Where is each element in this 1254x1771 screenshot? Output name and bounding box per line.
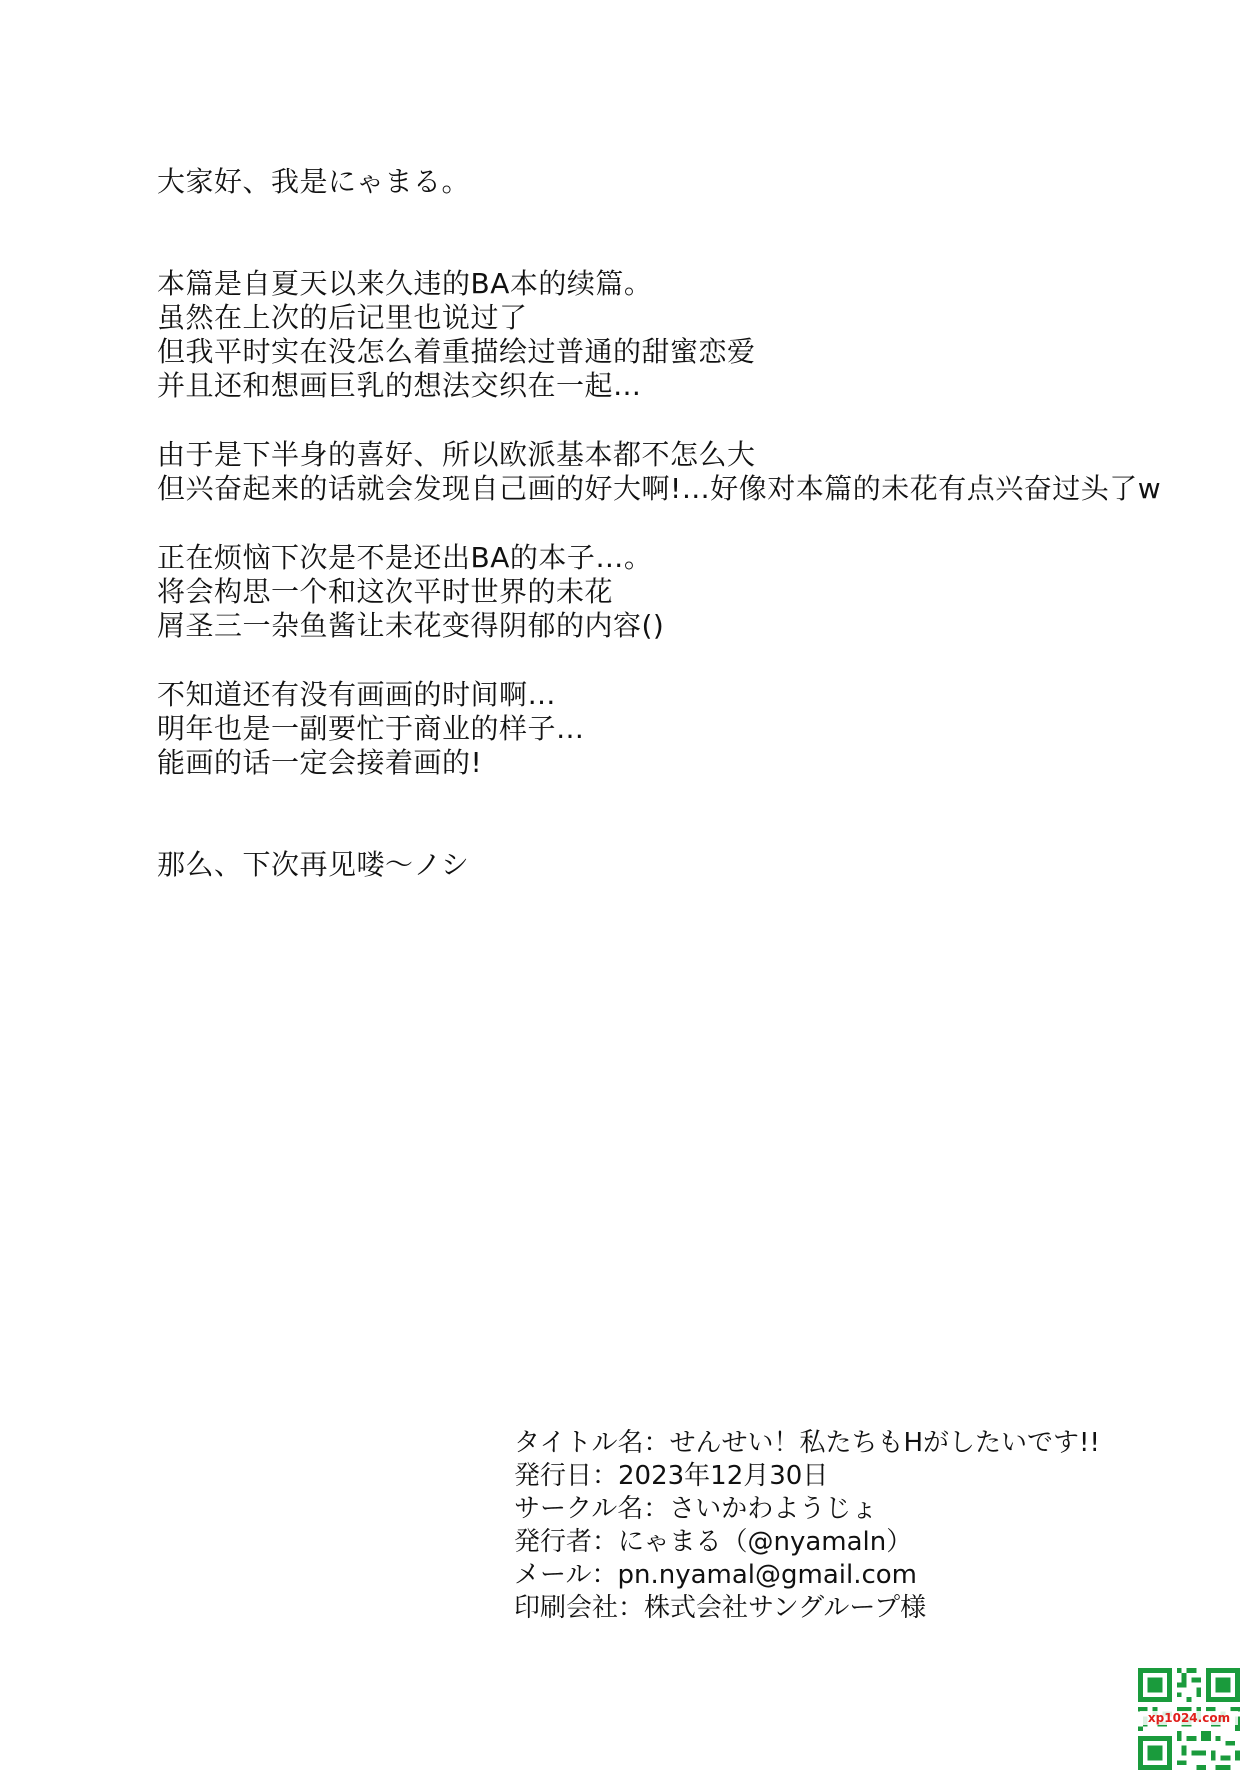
paragraph-3 bbox=[157, 541, 1217, 643]
text-line: 能画的话一定会接着画的! bbox=[157, 746, 483, 779]
colophon-title: タイトル名：せんせい！私たちもHがしたいです!! bbox=[514, 1428, 1100, 1458]
paragraph-1 bbox=[157, 267, 1217, 403]
text-line: 但我平时实在没怎么着重描绘过普通的甜蜜恋爱 bbox=[157, 335, 756, 368]
colophon-publisher: 発行者：にゃまる（@nyamaln） bbox=[514, 1527, 913, 1557]
text-line: 但兴奋起来的话就会发现自己画的好大啊!…好像对本篇的未花有点兴奋过头了w bbox=[157, 472, 1162, 505]
colophon-printer: 印刷会社：株式会社サングループ様 bbox=[514, 1593, 927, 1623]
greeting: 大家好、我是にゃまる。 bbox=[157, 165, 470, 198]
text-line: 屑圣三一杂鱼酱让未花变得阴郁的内容() bbox=[157, 609, 665, 642]
paragraph-2 bbox=[157, 438, 1217, 506]
text-line: 虽然在上次的后记里也说过了 bbox=[157, 301, 528, 334]
afterword bbox=[157, 165, 1217, 882]
watermark-caption: xp1024.com bbox=[1140, 1711, 1238, 1725]
paragraph-4 bbox=[157, 678, 1217, 780]
text-line: 不知道还有没有画画的时间啊… bbox=[157, 678, 557, 711]
text-line: 正在烦恼下次是不是还出BA的本子…。 bbox=[157, 541, 653, 574]
colophon-mail: メール：pn.nyamal@gmail.com bbox=[514, 1560, 918, 1590]
colophon-circle: サークル名：さいかわようじょ bbox=[514, 1494, 878, 1524]
text-line: 由于是下半身的喜好、所以欧派基本都不怎么大 bbox=[157, 438, 756, 471]
text-line: 并且还和想画巨乳的想法交织在一起… bbox=[157, 369, 642, 402]
text-line: 明年也是一副要忙于商业的样子… bbox=[157, 712, 585, 745]
farewell: 那么、下次再见喽～ノシ bbox=[157, 848, 470, 881]
colophon bbox=[514, 1427, 1204, 1625]
text-line: 本篇是自夏天以来久违的BA本的续篇。 bbox=[157, 267, 653, 300]
text-line: 将会构思一个和这次平时世界的未花 bbox=[157, 575, 614, 608]
colophon-date: 発行日：2023年12月30日 bbox=[514, 1461, 829, 1491]
